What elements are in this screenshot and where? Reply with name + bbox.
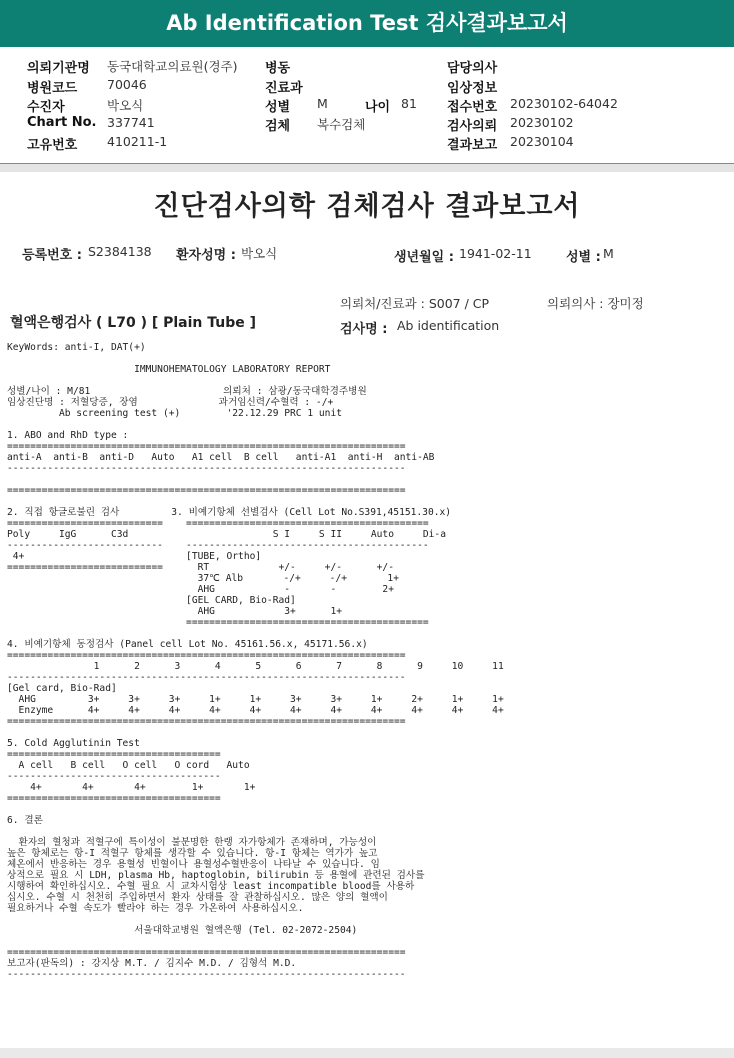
report-line: 6. 결론 xyxy=(7,815,43,826)
report-line: ===================================== xyxy=(7,749,221,760)
report-line xyxy=(7,727,504,738)
report-line: ===================================================================== xyxy=(7,716,406,727)
test-name-value: Ab identification xyxy=(397,318,500,333)
report-line: ===================================================================== xyxy=(7,650,406,661)
request-date-label: 검사의뢰 xyxy=(447,119,498,134)
report-line: KeyWords: anti-I, DAT(+) xyxy=(7,342,146,353)
test-name-label: 검사명 : xyxy=(340,322,388,337)
sex-label: 성별 xyxy=(265,100,291,115)
registration-no-label: 등록번호 : xyxy=(22,248,82,263)
report-line: 필요하거나 수혈 속도가 빨라야 하는 경우 가온하여 사용하십시오. xyxy=(7,903,304,914)
test-group: 혈액은행검사 ( L70 ) [ Plain Tube ] xyxy=(10,315,257,331)
report-line xyxy=(7,419,504,430)
report-line: --------------------------- ------------------------------------------ xyxy=(7,540,429,551)
dob-value: 1941-02-11 xyxy=(459,246,532,261)
report-line: --------------------------------------------------------------------- xyxy=(7,969,406,980)
report-line: AHG - - 2+ xyxy=(7,584,394,595)
report-line: AHG 3+ 1+ xyxy=(7,606,343,617)
report-line: 십시오. 수혈 시 천천히 주입하면서 환자 상태를 잘 관찰하십시오. 많은 양의 혈액이 xyxy=(7,892,388,903)
specimen-label: 검체 xyxy=(265,119,291,134)
sex-value: M xyxy=(317,96,328,111)
hospital-value: 동국대학교의료원(경주) xyxy=(107,59,238,74)
report-line xyxy=(7,914,504,925)
age-value: 81 xyxy=(401,96,417,111)
report-line: [Gel card, Bio-Rad] xyxy=(7,683,117,694)
request-date-value: 20230102 xyxy=(510,115,574,130)
report-line: 상적으로 필요 시 LDH, plasma Hb, haptoglobin, bilirubin 등 용혈에 관련된 검사를 xyxy=(7,870,425,881)
report-line: 시행하여 확인하십시오. 수혈 필요 시 교차시험상 least incompatible blood를 사용하 xyxy=(7,881,415,892)
report-body-text xyxy=(7,342,504,980)
page-bottom-band xyxy=(0,1048,734,1058)
report-line: 37℃ Alb -/+ -/+ 1+ xyxy=(7,573,399,584)
age-label: 나이 xyxy=(365,100,391,115)
report-line: 체온에서 반응하는 경우 용혈성 빈혈이나 용혈성수혈반응이 나타날 수 있습니다. 임 xyxy=(7,859,380,870)
patient-label: 수진자 xyxy=(27,100,65,115)
report-line: ===================================================================== xyxy=(7,485,406,496)
report-line: --------------------------------------------------------------------- xyxy=(7,463,406,474)
chart-no-label: Chart No. xyxy=(27,115,97,130)
report-line: AHG 3+ 3+ 3+ 1+ 1+ 3+ 3+ 1+ 2+ 1+ 1+ xyxy=(7,694,504,705)
report-line: 높은 항체로는 항-I 적혈구 항체를 생각할 수 있습니다. 항-I 항체는 역가가 높고 xyxy=(7,848,378,859)
report-line: 보고자(판독의) : 강지상 M.T. / 김지수 M.D. / 김형석 M.D. xyxy=(7,958,297,969)
report-line xyxy=(7,353,504,364)
report-line: Ab screening test (+) '22.12.29 PRC 1 unit xyxy=(7,408,343,419)
unique-no-value: 410211-1 xyxy=(107,134,168,149)
report-line: 4. 비예기항체 동정검사 (Panel cell Lot No. 45161.56.x, 45171.56.x) xyxy=(7,639,368,650)
report-sex-label: 성별 : xyxy=(566,250,601,265)
section-divider xyxy=(0,164,734,172)
patient-name-label: 환자성명 : xyxy=(176,248,236,263)
clinical-info-label: 임상정보 xyxy=(447,81,498,96)
report-line xyxy=(7,826,504,837)
report-line: 2. 직접 항글로불린 검사 3. 비예기항체 선별검사 (Cell Lot No.S391,45151.30.x) xyxy=(7,507,452,518)
report-line: 임상진단명 : 저혈당증, 장염 과거임신력/수혈력 : -/+ xyxy=(7,397,334,408)
report-line xyxy=(7,936,504,947)
report-line: ===================================== xyxy=(7,793,221,804)
report-sex-value: M xyxy=(603,246,614,261)
hospital-label: 의뢰기관명 xyxy=(27,61,90,76)
report-line: --------------------------------------------------------------------- xyxy=(7,672,406,683)
report-date-label: 결과보고 xyxy=(447,138,498,153)
report-line: IMMUNOHEMATOLOGY LABORATORY REPORT xyxy=(7,364,331,375)
unique-no-label: 고유번호 xyxy=(27,138,78,153)
accession-no-label: 접수번호 xyxy=(447,100,498,115)
patient-name-value: 박오식 xyxy=(241,246,278,261)
patient-value: 박오식 xyxy=(107,98,144,113)
report-line: ===================================================================== xyxy=(7,441,406,452)
report-line: A cell B cell O cell O cord Auto xyxy=(7,760,250,771)
report-line: 환자의 혈청과 적혈구에 특이성이 불분명한 한랭 자가항체가 존재하며, 가능성이 xyxy=(7,837,377,848)
report-line: 1. ABO and RhD type : xyxy=(7,430,129,441)
report-line xyxy=(7,474,504,485)
ward-label: 병동 xyxy=(265,61,291,76)
report-line: =========================== ========================================== xyxy=(7,518,429,529)
header-info-panel xyxy=(0,47,734,164)
accession-no-value: 20230102-64042 xyxy=(510,96,618,111)
referring-dept: 의뢰처/진료과 : S007 / CP xyxy=(340,296,490,311)
report-line xyxy=(7,375,504,386)
report-line xyxy=(7,804,504,815)
report-line: 성별/나이 : M/81 의뢰처 : 삼광/동국대학경주병원 xyxy=(7,386,367,397)
report-line: ========================================== xyxy=(7,617,429,628)
department-label: 진료과 xyxy=(265,81,303,96)
report-line: Poly IgG C3d S I S II Auto Di-a xyxy=(7,529,446,540)
referring-doctor: 의뢰의사 : 장미정 xyxy=(547,296,644,311)
report-line: 5. Cold Agglutinin Test xyxy=(7,738,140,749)
attending-doctor-label: 담당의사 xyxy=(447,61,498,76)
report-line: 서울대학교병원 혈액은행 (Tel. 02-2072-2504) xyxy=(7,925,358,936)
report-line: Enzyme 4+ 4+ 4+ 4+ 4+ 4+ 4+ 4+ 4+ 4+ 4+ xyxy=(7,705,504,716)
dob-label: 생년월일 : xyxy=(394,250,454,265)
report-date-value: 20230104 xyxy=(510,134,574,149)
chart-no-value: 337741 xyxy=(107,115,155,130)
registration-no-value: S2384138 xyxy=(88,244,152,259)
report-line: 4+ 4+ 4+ 1+ 1+ xyxy=(7,782,256,793)
report-line: =========================== RT +/- +/- +/- xyxy=(7,562,394,573)
report-line: 4+ [TUBE, Ortho] xyxy=(7,551,262,562)
report-line: anti-A anti-B anti-D Auto A1 cell B cell anti-A1 anti-H anti-AB xyxy=(7,452,435,463)
report-banner-title: Ab Identification Test 검사결과보고서 xyxy=(0,0,734,47)
report-main-title: 진단검사의학 검체검사 결과보고서 xyxy=(153,191,581,222)
report-line: 1 2 3 4 5 6 7 8 9 10 11 xyxy=(7,661,504,672)
hospital-code-value: 70046 xyxy=(107,77,147,92)
specimen-value: 복수검체 xyxy=(317,117,366,132)
report-line xyxy=(7,628,504,639)
report-line: ===================================================================== xyxy=(7,947,406,958)
report-line xyxy=(7,496,504,507)
report-line: ------------------------------------- xyxy=(7,771,221,782)
hospital-code-label: 병원코드 xyxy=(27,81,78,96)
report-line: [GEL CARD, Bio-Rad] xyxy=(7,595,296,606)
